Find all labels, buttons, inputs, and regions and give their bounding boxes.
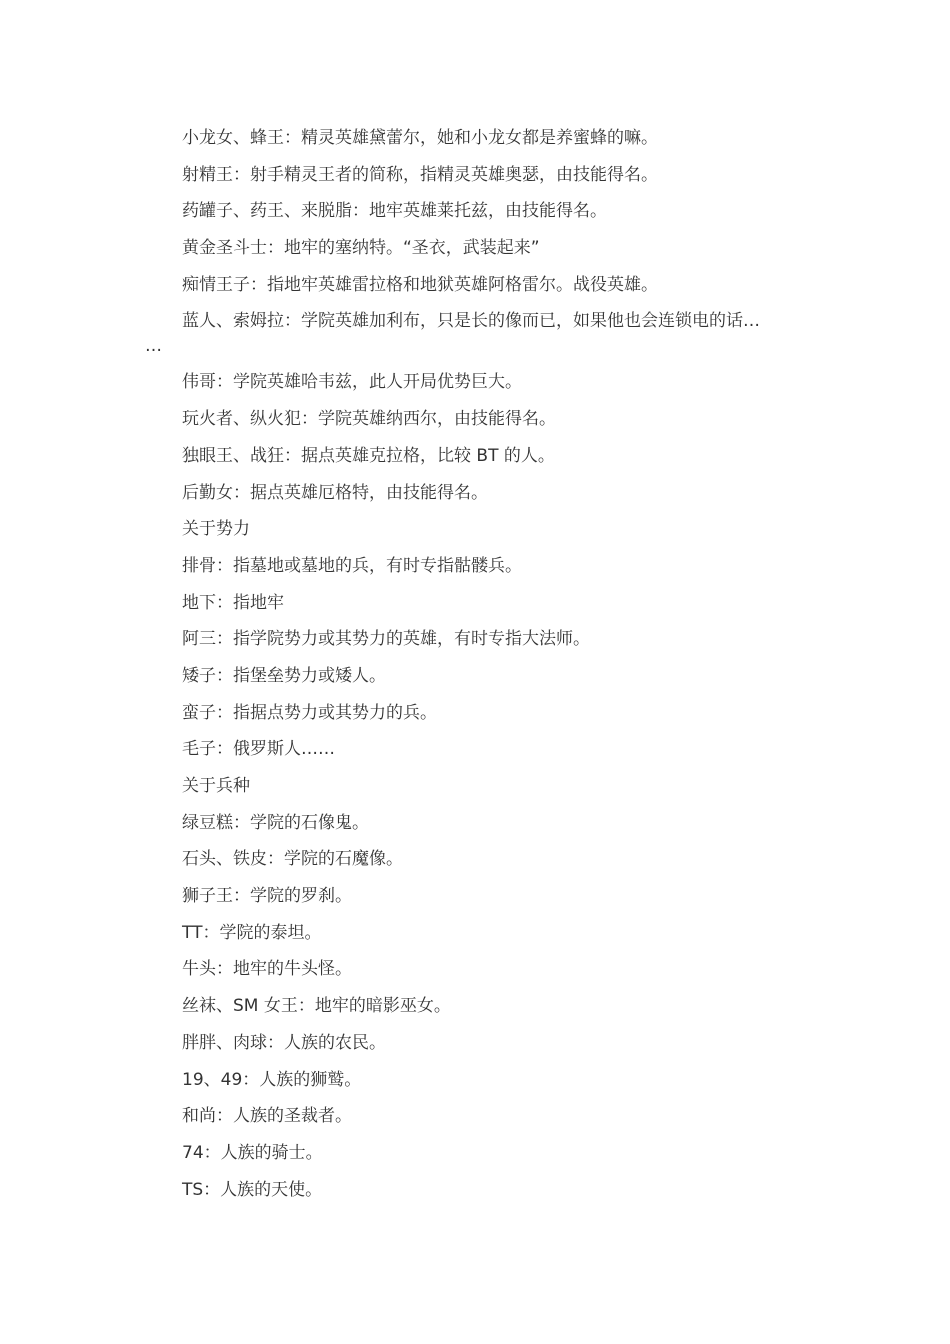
text-line: 矮子：指堡垒势力或矮人。	[182, 665, 386, 686]
text-line: 玩火者、纵火犯：学院英雄纳西尔，由技能得名。	[182, 409, 556, 430]
text-line: 绿豆糕：学院的石像鬼。	[182, 812, 369, 833]
text-line: 牛头：地牢的牛头怪。	[182, 959, 352, 980]
text-line: TS：人族的天使。	[182, 1179, 323, 1200]
text-line: 黄金圣斗士：地牢的塞纳特。“圣衣，武装起来”	[182, 238, 540, 259]
text-line: 74：人族的骑士。	[182, 1142, 323, 1163]
text-line: 狮子王：学院的罗刹。	[182, 886, 352, 907]
text-line-continuation: …	[145, 336, 162, 357]
text-line: 蛮子：指据点势力或其势力的兵。	[182, 702, 437, 723]
text-line: 独眼王、战狂：据点英雄克拉格，比较 BT 的人。	[182, 445, 555, 466]
text-line: 和尚：人族的圣裁者。	[182, 1106, 352, 1127]
text-line: 蓝人、索姆拉：学院英雄加利布，只是长的像而已，如果他也会连锁电的话…	[182, 311, 760, 332]
section-heading-units: 关于兵种	[182, 776, 250, 796]
text-line: 小龙女、蜂王：精灵英雄黛蕾尔，她和小龙女都是养蜜蜂的嘛。	[182, 128, 658, 148]
text-line: TT：学院的泰坦。	[182, 922, 322, 943]
text-line: 胖胖、肉球：人族的农民。	[182, 1032, 386, 1053]
text-line: 伟哥：学院英雄哈韦兹，此人开局优势巨大。	[182, 372, 522, 393]
text-line: 后勤女：据点英雄厄格特，由技能得名。	[182, 482, 488, 503]
section-heading-factions: 关于势力	[182, 519, 250, 540]
text-line: 毛子：俄罗斯人……	[182, 739, 335, 760]
text-line: 排骨：指墓地或墓地的兵，有时专指骷髅兵。	[182, 555, 522, 576]
text-line-wrapped	[0, 307, 950, 368]
text-line: 阿三：指学院势力或其势力的英雄，有时专指大法师。	[182, 629, 590, 650]
text-line: 19、49：人族的狮鹫。	[182, 1069, 362, 1090]
text-line: 地下：指地牢	[182, 592, 284, 613]
text-line: 石头、铁皮：学院的石魔像。	[182, 849, 403, 870]
text-line: 痴情王子：指地牢英雄雷拉格和地狱英雄阿格雷尔。战役英雄。	[182, 274, 658, 295]
text-line: 药罐子、药王、来脱脂：地牢英雄莱托兹，由技能得名。	[182, 201, 607, 222]
document-body	[0, 124, 950, 1212]
text-line: 丝袜、SM 女王：地牢的暗影巫女。	[182, 996, 451, 1017]
text-line: 射精王：射手精灵王者的简称，指精灵英雄奥瑟，由技能得名。	[182, 164, 658, 185]
